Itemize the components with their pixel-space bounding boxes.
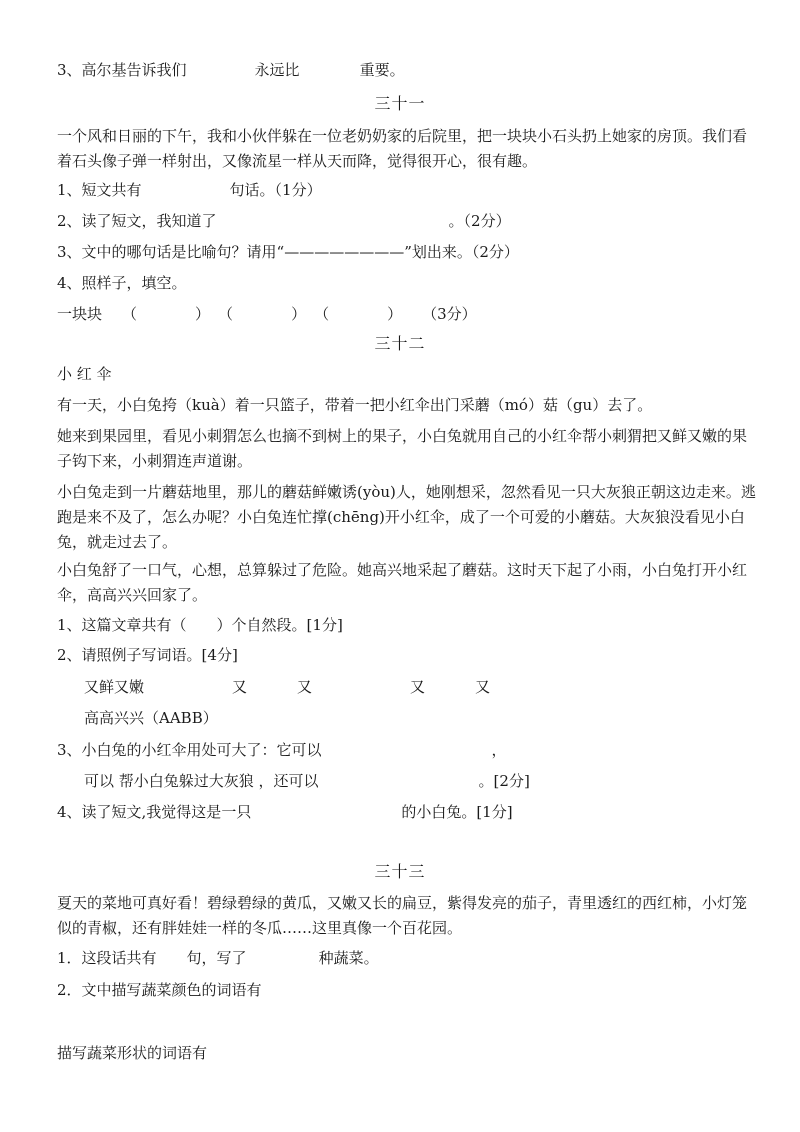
s31-q4-example: 一块块	[57, 305, 103, 323]
s30-q3-part-c: 重要。	[359, 61, 405, 79]
s32-question-4	[57, 802, 760, 822]
s32-q3-row2-part-a: 可以 帮小白兔躲过大灰狼 ，还可以	[84, 772, 319, 790]
blank-3-close: ）	[387, 305, 403, 323]
s32-question-2: 2、请照例子写词语。[4分]	[57, 646, 238, 664]
section-31-title: 三十一	[374, 94, 426, 113]
s32-q2-you-2: 又	[297, 678, 313, 696]
s33-q1-part-a: 1．这段话共有	[57, 949, 157, 967]
s30-q3-part-b: 永远比	[254, 61, 300, 79]
s31-q2-part-b: 。（2分）	[448, 212, 511, 230]
s32-q4-part-a: 4、读了短文,我觉得这是一只	[57, 803, 252, 821]
s32-q3-part-a: 3、小白兔的小红伞用处可大了：它可以	[57, 741, 322, 759]
section-33-passage: 夏天的菜地可真好看！碧绿碧绿的黄瓜，又嫩又长的扁豆，紫得发亮的茄子，青里透红的西红柿，小灯笼似的青椒，还有胖娃娃一样的冬瓜……这里真像一个百花园。	[57, 894, 748, 937]
s32-paragraph-3: 小白兔走到一片蘑菇地里，那儿的蘑菇鲜嫩诱(yòu)人，她刚想采，忽然看见一只大灰狼正朝这边走来。逃跑是来不及了，怎么办呢？小白兔连忙撑(chēng)开小红伞，成了一个可爱的小蘑菇。大灰狼没看见小白兔，就走过去了。	[57, 483, 756, 551]
s33-question-2: 2．文中描写蔬菜颜色的词语有	[57, 981, 262, 999]
s32-paragraph-1: 有一天，小白兔挎（kuà）着一只篮子，带着一把小红伞出门采蘑（mó）菇（gu）去了。	[57, 396, 653, 414]
s31-q4-score: （3分）	[422, 305, 477, 323]
s32-q2-aabb-row: 高高兴兴（AABB）	[84, 709, 218, 727]
section-32-subtitle: 小 红 伞	[57, 365, 112, 383]
s32-q3-row-2	[84, 771, 760, 791]
s32-q2-you-4: 又	[475, 678, 491, 696]
s32-q3-row2-part-b: 。[2分]	[478, 772, 530, 790]
s30-q3-part-a: 3、高尔基告诉我们	[57, 61, 187, 79]
s31-question-1	[57, 180, 760, 200]
s32-q3-part-b: ，	[491, 741, 507, 759]
s32-question-1: 1、这篇文章共有（ ）个自然段。[1分]	[57, 616, 343, 634]
section-32-title: 三十二	[374, 334, 426, 353]
s33-question-1	[57, 948, 760, 968]
s32-q2-example-row	[84, 677, 760, 697]
section-31-passage: 一个风和日丽的下午，我和小伙伴躲在一位老奶奶家的后院里，把一块块小石头扔上她家的房顶。我们看着石头像子弹一样射出，又像流星一样从天而降，觉得很开心，很有趣。	[57, 127, 748, 170]
s31-question-2	[57, 211, 760, 231]
s33-question-3: 描写蔬菜形状的词语有	[57, 1044, 208, 1062]
s31-q1-part-b: 句话。（1分）	[229, 181, 322, 199]
s32-q2-you-3: 又	[410, 678, 426, 696]
blank-1-open: （	[122, 305, 138, 323]
blank-1-close: ）	[195, 305, 211, 323]
blank-2-open: （	[218, 305, 234, 323]
s32-q2-example: 又鲜又嫩	[84, 678, 145, 696]
s31-q1-part-a: 1、短文共有	[57, 181, 142, 199]
blank-2-close: ）	[291, 305, 307, 323]
s32-q4-part-b: 的小白兔。[1分]	[401, 803, 513, 821]
s30-question-3	[57, 60, 760, 80]
s33-q1-part-c: 种蔬菜。	[318, 949, 379, 967]
s32-paragraph-2: 她来到果园里，看见小刺猬怎么也摘不到树上的果子，小白兔就用自己的小红伞帮小刺猬把又鲜又嫩的果子钩下来，小刺猬连声道谢。	[57, 427, 748, 470]
section-33-title: 三十三	[374, 862, 426, 881]
blank-3-open: （	[314, 305, 330, 323]
s31-q4-fill-row	[57, 304, 760, 324]
s33-q1-part-b: 句，写了	[186, 949, 247, 967]
s32-paragraph-4: 小白兔舒了一口气，心想，总算躲过了危险。她高兴地采起了蘑菇。这时天下起了小雨，小白兔打开小红伞，高高兴兴回家了。	[57, 561, 748, 604]
s32-question-3	[57, 740, 760, 760]
s31-question-3: 3、文中的哪句话是比喻句？请用“————————”划出来。（2分）	[57, 243, 519, 261]
s31-question-4: 4、照样子，填空。	[57, 274, 187, 292]
s31-q2-part-a: 2、读了短文，我知道了	[57, 212, 217, 230]
s32-q2-you-1: 又	[232, 678, 248, 696]
